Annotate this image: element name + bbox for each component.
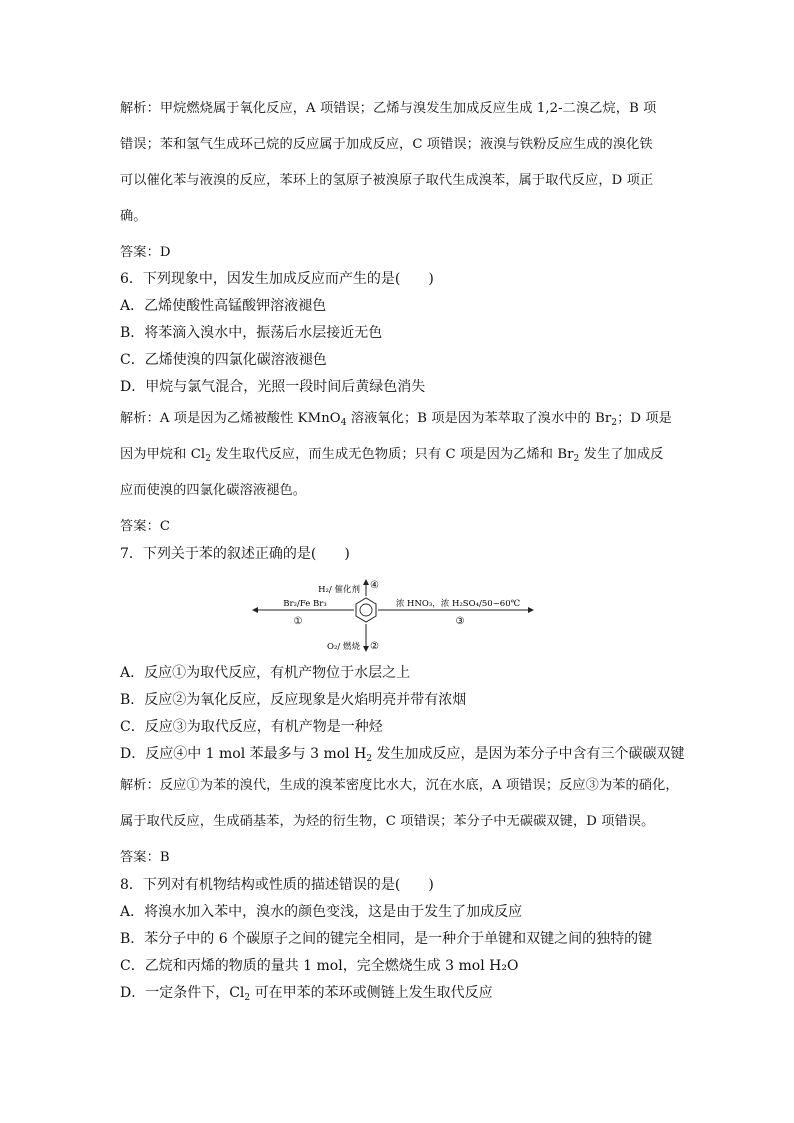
- q6-option-a: A．乙烯使酸性高锰酸钾溶液褪色: [120, 298, 327, 314]
- q5-analysis-line-4: 确。: [120, 209, 147, 224]
- q8-option-d-c: 可在甲苯的苯环或侧链上发生取代反应: [250, 985, 493, 1001]
- q6-option-d: D．甲烷与氯气混合，光照一段时间后黄绿色消失: [120, 379, 426, 395]
- arrow-up-head: [363, 579, 369, 585]
- q7-option-d-a: D．反应④中 1 mol 苯最多与 3 mol H: [120, 746, 367, 762]
- q6-option-c: C．乙烯使溴的四氯化碳溶液褪色: [120, 352, 327, 368]
- left-condition-label: Br₂/Fe Br₃: [283, 599, 327, 609]
- q5-analysis-line-3: 可以催化苯与液溴的反应，苯环上的氢原子被溴原子取代生成溴苯，属于取代反应，D 项正: [120, 173, 654, 188]
- q6-analysis-1c: 溶液氧化；B 项是因为苯萃取了溴水中的 Br: [346, 411, 612, 426]
- left-reaction-number: ①: [293, 616, 303, 627]
- q6-analysis-1a: 解析：A 项是因为乙烯被酸性 KMnO: [120, 411, 341, 426]
- right-reaction-number: ③: [455, 616, 465, 627]
- q8-stem: 8．下列对有机物结构或性质的描述错误的是( ): [120, 877, 434, 893]
- q8-option-b: B．苯分子中的 6 个碳原子之间的键完全相同，是一种介于单键和双键之间的独特的键: [120, 931, 653, 947]
- benzene-inner-circle: [360, 604, 372, 616]
- q6-analysis-1d: 2: [611, 418, 618, 428]
- benzene-ring: [356, 598, 376, 622]
- q8-option-d-a: D．一定条件下，Cl: [120, 985, 245, 1001]
- q7-analysis-line-2: 属于取代反应，生成硝基苯，为烃的衍生物，C 项错误；苯分子中无碳碳双键，D 项错误。: [120, 814, 655, 829]
- q6-analysis-2e: 发生了加成反: [579, 447, 664, 462]
- q6-analysis-1b: 4: [340, 418, 347, 428]
- down-condition-label: O₂/ 燃烧: [327, 642, 360, 652]
- q6-analysis-line-2: [120, 446, 680, 464]
- q7-option-a: A．反应①为取代反应，有机产物位于水层之上: [120, 665, 411, 681]
- q7-option-d: [120, 745, 685, 764]
- q7-option-b: B．反应②为氧化反应，反应现象是火焰明亮并带有浓烟: [120, 692, 467, 708]
- q6-stem: 6．下列现象中，因发生加成反应而产生的是( ): [120, 271, 434, 287]
- q6-answer: 答案：C: [120, 519, 171, 534]
- arrow-down-head: [363, 646, 369, 652]
- q6-analysis-2a: 因为甲烷和 Cl: [120, 447, 206, 462]
- q8-option-d: [120, 984, 680, 1002]
- q6-option-b: B．将苯滴入溴水中，振荡后水层接近无色: [120, 325, 383, 341]
- q8-option-c: C．乙烷和丙烯的物质的量共 1 mol，完全燃烧生成 3 mol H₂O: [120, 958, 519, 974]
- q6-analysis-line-3: 应而使溴的四氯化碳溶液褪色。: [120, 483, 307, 498]
- right-condition-label: 浓 HNO₃，浓 H₂SO₄/50~60℃: [395, 599, 521, 609]
- q7-option-d-b: 2: [366, 754, 373, 764]
- q8-option-a: A．将溴水加入苯中，溴水的颜色变浅，这是由于发生了加成反应: [120, 904, 523, 920]
- q7-option-d-c: 发生加成反应，是因为苯分子中含有三个碳碳双键: [372, 746, 685, 762]
- up-condition-label: H₂/ 催化剂: [318, 585, 360, 595]
- q7-analysis-line-1: 解析：反应①为苯的溴代，生成的溴苯密度比水大，沉在水底，A 项错误；反应③为苯的硝化，: [120, 778, 679, 793]
- benzene-reaction-svg: [250, 578, 550, 654]
- q7-option-c: C．反应③为取代反应，有机产物是一种烃: [120, 719, 383, 735]
- arrow-right-head: [528, 607, 534, 613]
- up-reaction-number: ④: [370, 580, 379, 591]
- q6-analysis-2d: 2: [573, 454, 580, 464]
- down-reaction-number: ②: [370, 641, 379, 652]
- q5-analysis-line-1: 解析：甲烷燃烧属于氧化反应，A 项错误；乙烯与溴发生加成反应生成 1,2-二溴乙烷，B 项: [120, 101, 657, 116]
- q6-analysis-2b: 2: [205, 454, 212, 464]
- q6-analysis-2c: 发生取代反应，而生成无色物质；只有 C 项是因为乙烯和 Br: [211, 447, 574, 462]
- q6-analysis-1e: ；D 项是: [617, 411, 672, 426]
- q6-analysis-line-1: [120, 410, 680, 428]
- q5-answer: 答案：D: [120, 245, 171, 260]
- q5-analysis-line-2: 错误；苯和氢气生成环己烷的反应属于加成反应，C 项错误；液溴与铁粉反应生成的溴化铁: [120, 137, 653, 152]
- benzene-reaction-diagram: [250, 578, 550, 654]
- q7-answer: 答案：B: [120, 850, 170, 865]
- q7-stem: 7．下列关于苯的叙述正确的是( ): [120, 546, 350, 562]
- q8-option-d-b: 2: [244, 993, 251, 1003]
- arrow-left-head: [252, 607, 258, 613]
